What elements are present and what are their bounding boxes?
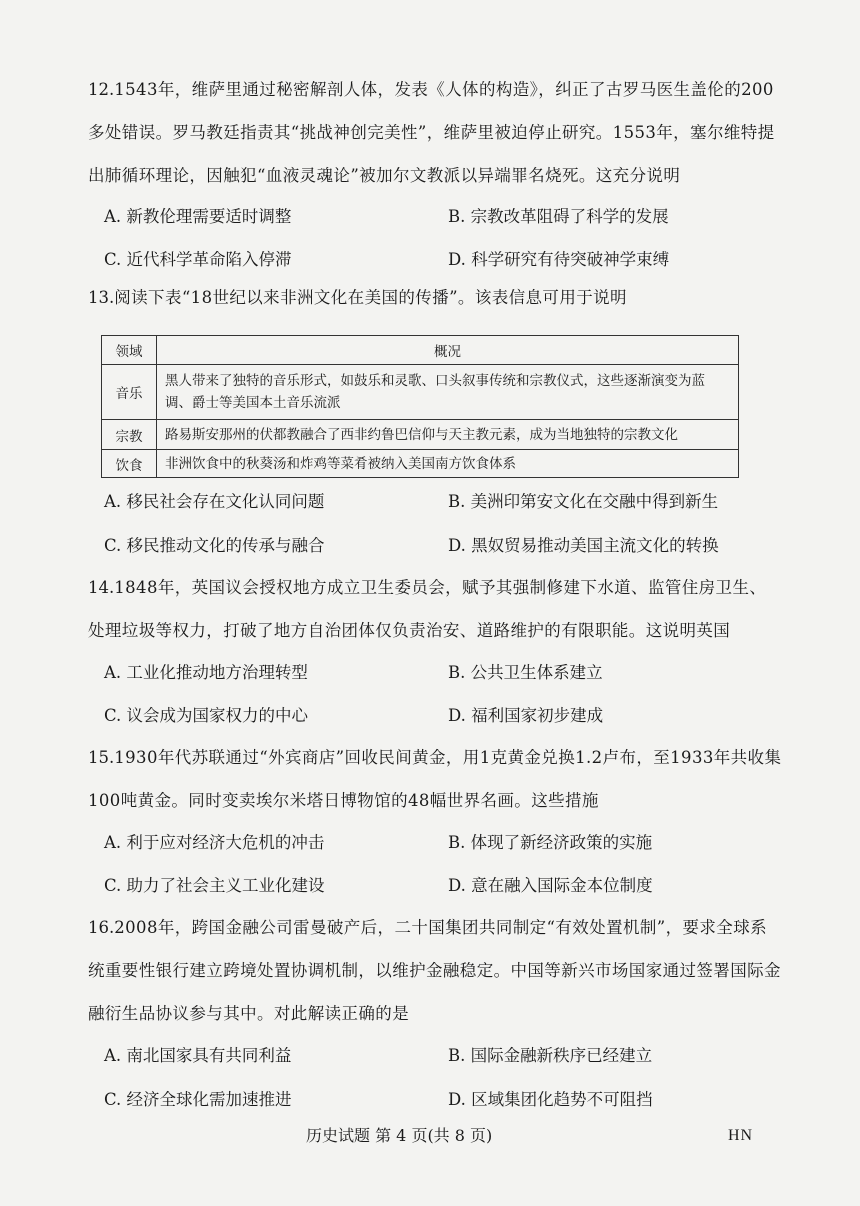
question-14-stem bbox=[88, 566, 782, 652]
table-cell-field: 音乐 bbox=[102, 365, 157, 420]
table-cell-detail: 非洲饮食中的秋葵汤和炸鸡等菜肴被纳入美国南方饮食体系 bbox=[157, 450, 739, 478]
question-16-option-c[interactable]: C. 经济全球化需加速推进 bbox=[104, 1090, 292, 1109]
table-header-row bbox=[102, 336, 739, 365]
question-12-option-c[interactable]: C. 近代科学革命陷入停滞 bbox=[104, 250, 292, 269]
table-row bbox=[102, 450, 739, 478]
question-14-option-c[interactable]: C. 议会成为国家权力的中心 bbox=[104, 706, 309, 725]
question-12-option-a[interactable]: A. 新教伦理需要适时调整 bbox=[104, 207, 292, 226]
question-14-option-b[interactable]: B. 公共卫生体系建立 bbox=[448, 663, 603, 682]
question-text: 阅读下表“18世纪以来非洲文化在美国的传播”。该表信息可用于说明 bbox=[114, 288, 627, 307]
exam-region-code: HN bbox=[728, 1127, 754, 1144]
question-14-option-a[interactable]: A. 工业化推动地方治理转型 bbox=[104, 663, 308, 682]
table-cell-detail: 路易斯安那州的伏都教融合了西非约鲁巴信仰与天主教元素，成为当地独特的宗教文化 bbox=[157, 420, 739, 450]
question-12-stem bbox=[88, 68, 782, 197]
question-text: 2008年，跨国金融公司雷曼破产后，二十国集团共同制定“有效处置机制”，要求全球系统重要性银行建立跨境处置协调机制，以维护金融稳定。中国等新兴市场国家通过签署国际金融衍生品协议参与其中。对此解读正确的是 bbox=[88, 918, 781, 1023]
question-number: 13. bbox=[88, 288, 115, 307]
table-header-field: 领域 bbox=[102, 336, 157, 365]
question-13-option-c[interactable]: C. 移民推动文化的传承与融合 bbox=[104, 536, 325, 555]
table-cell-detail: 黑人带来了独特的音乐形式，如鼓乐和灵歌、口头叙事传统和宗教仪式，这些逐渐演变为蓝调、爵士等美国本土音乐流派 bbox=[157, 365, 739, 420]
table-header-detail: 概况 bbox=[157, 336, 739, 365]
page-number-label: 历史试题 第 4 页(共 8 页) bbox=[306, 1126, 493, 1145]
question-15-stem bbox=[88, 736, 782, 822]
question-text: 1848年，英国议会授权地方成立卫生委员会，赋予其强制修建下水道、监管住房卫生、处理垃圾等权力，打破了地方自治团体仅负责治安、道路维护的有限职能。这说明英国 bbox=[88, 578, 767, 640]
table-cell-field: 宗教 bbox=[102, 420, 157, 450]
question-text: 1543年，维萨里通过秘密解剖人体，发表《人体的构造》，纠正了古罗马医生盖伦的200多处错误。罗马教廷指责其“挑战神创完美性”，维萨里被迫停止研究。1553年，塞尔维特提出肺循环理论，因触犯“血液灵魂论”被加尔文教派以异端罪名烧死。这充分说明 bbox=[88, 80, 775, 185]
table-row bbox=[102, 420, 739, 450]
question-15-option-d[interactable]: D. 意在融入国际金本位制度 bbox=[448, 876, 653, 895]
table-cell-field: 饮食 bbox=[102, 450, 157, 478]
question-13-option-a[interactable]: A. 移民社会存在文化认同问题 bbox=[104, 492, 325, 511]
question-16-stem bbox=[88, 906, 782, 1035]
question-14-option-d[interactable]: D. 福利国家初步建成 bbox=[448, 706, 604, 725]
question-number: 12. bbox=[88, 80, 115, 99]
culture-table bbox=[101, 335, 739, 478]
question-15-option-a[interactable]: A. 利于应对经济大危机的冲击 bbox=[104, 833, 325, 852]
question-15-option-c[interactable]: C. 助力了社会主义工业化建设 bbox=[104, 876, 325, 895]
table-row bbox=[102, 365, 739, 420]
question-16-option-b[interactable]: B. 国际金融新秩序已经建立 bbox=[448, 1046, 653, 1065]
question-text: 1930年代苏联通过“外宾商店”回收民间黄金，用1克黄金兑换1.2卢布，至1933年共收集100吨黄金。同时变卖埃尔米塔日博物馆的48幅世界名画。这些措施 bbox=[88, 748, 782, 810]
question-13-option-b[interactable]: B. 美洲印第安文化在交融中得到新生 bbox=[448, 492, 719, 511]
question-12-option-d[interactable]: D. 科学研究有待突破神学束缚 bbox=[448, 250, 670, 269]
question-number: 16. bbox=[88, 918, 115, 937]
question-15-option-b[interactable]: B. 体现了新经济政策的实施 bbox=[448, 833, 653, 852]
question-16-option-d[interactable]: D. 区域集团化趋势不可阻挡 bbox=[448, 1090, 653, 1109]
question-13-stem bbox=[88, 276, 782, 319]
question-16-option-a[interactable]: A. 南北国家具有共同利益 bbox=[104, 1046, 292, 1065]
question-12-option-b[interactable]: B. 宗教改革阻碍了科学的发展 bbox=[448, 207, 669, 226]
question-number: 15. bbox=[88, 748, 115, 767]
question-number: 14. bbox=[88, 578, 115, 597]
question-13-option-d[interactable]: D. 黑奴贸易推动美国主流文化的转换 bbox=[448, 536, 719, 555]
